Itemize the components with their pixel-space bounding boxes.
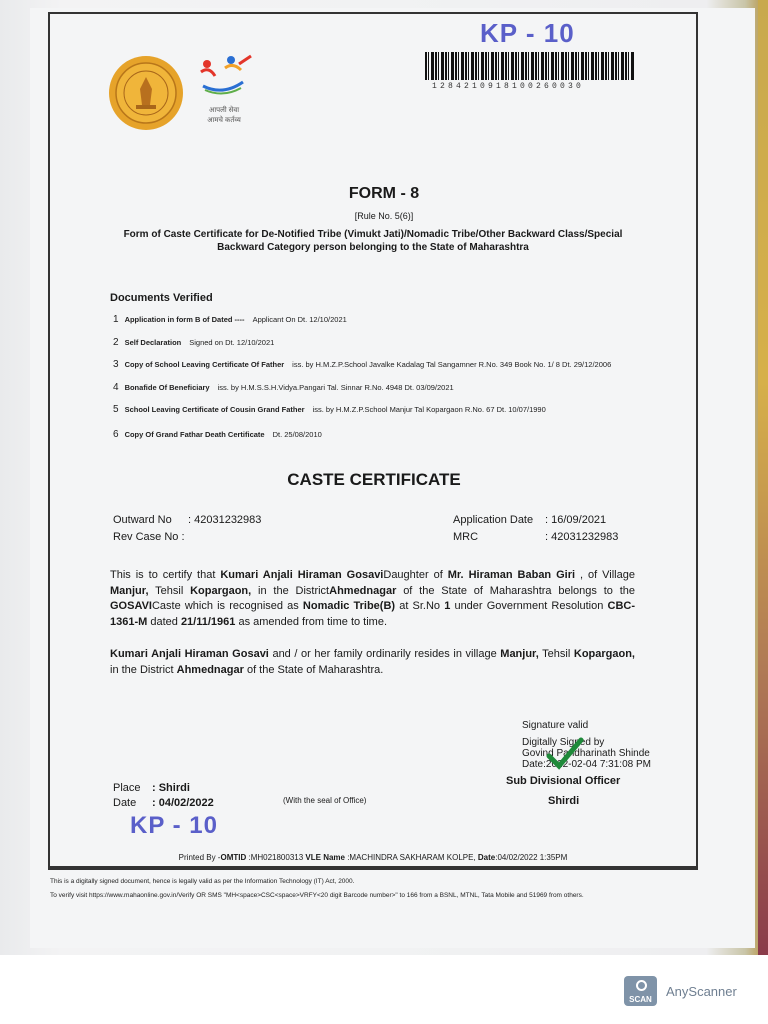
mrc-value: : 42031232983 <box>545 531 619 543</box>
legal-note: This is a digitally signed document, hence is legally valid as per the Information Technology (IT) Act, 2000. <box>50 878 355 885</box>
document-item: 4 Bonafide Of Beneficiary iss. by H.M.S.S.H.Vidya.Pangari Tal. Sinnar R.No. 4948 Dt. 03/09/2021 <box>113 382 454 393</box>
document-item: 2 Self Declaration Signed on Dt. 12/10/2021 <box>113 337 275 348</box>
form-rule: [Rule No. 5(6)] <box>354 211 414 221</box>
signature-line2: Govind Pandharinath Shinde <box>522 748 650 759</box>
svg-text:आमचे कर्तव्य: आमचे कर्तव्य <box>207 117 241 124</box>
kp-stamp-bottom: KP - 10 <box>130 812 218 839</box>
signature-valid: Signature valid <box>522 720 589 731</box>
seal-note: (With the seal of Office) <box>283 796 367 805</box>
document-item: 6 Copy Of Grand Fathar Death Certificate Dt. 25/08/2010 <box>113 429 322 440</box>
green-check-icon <box>545 736 585 770</box>
footer-rule <box>50 866 696 868</box>
form-subtitle: Form of Caste Certificate for De-Notified Tribe (Vimukt Jati)/Nomadic Tribe/Other Backward Class/Special Backward Category person belonging to the State of Maharashtra <box>123 229 623 253</box>
svg-text:आपली सेवा: आपली सेवा <box>208 107 240 114</box>
document-item: 1 Application in form B of Dated ---- Applicant On Dt. 12/10/2021 <box>113 314 347 325</box>
barcode <box>425 52 635 80</box>
printed-by-line: Printed By -OMTID :MH021800313 VLE Name :MACHINDRA SAKHARAM KOLPE, Date:04/02/2022 1:35PM <box>178 853 568 862</box>
certificate-paragraph: This is to certify that Kumari Anjali Hiraman GosaviDaughter of Mr. Hiraman Baban Giri , of Village Manjur, Tehsil Kopargaon, in the DistrictAhmednagar of the State of Maharashtra belongs to the GOSAVICaste which is recognised as Nomadic Tribe(B) at Sr.No 1 under Government Resolution CBC-1361-M dated 21/11/1961 as amended from time to time. <box>110 569 636 628</box>
scanner-logo-icon: SCAN <box>624 976 657 1006</box>
form-title: FORM - 8 <box>348 185 420 202</box>
residence-paragraph: Kumari Anjali Hiraman Gosavi and / or her family ordinarily resides in village Manjur, Tehsil Kopargaon, in the District Ahmednagar of the State of Maharashtra. <box>110 648 635 676</box>
application-date-label: Application Date <box>453 514 534 526</box>
application-date-value: : 16/09/2021 <box>545 514 607 526</box>
signature-line1: Digitally Signed by <box>522 737 605 748</box>
signature-line3: Date:2022-02-04 7:31:08 PM <box>522 759 651 770</box>
documents-heading: Documents Verified <box>110 292 213 304</box>
document-item: 3 Copy of School Leaving Certificate Of Father iss. by H.M.Z.P.School Javalke Kadalag Tal Sangamner R.No. 349 Book No. 1/ 8 Dt. 29/12/2006 <box>113 359 612 370</box>
outward-no-value: : 42031232983 <box>188 514 262 526</box>
document-item: 5 School Leaving Certificate of Cousin Grand Father iss. by H.M.Z.P.School Manjur Tal Kopargaon R.No. 67 Dt. 10/07/1990 <box>113 404 546 415</box>
verify-note: To verify visit https://www.mahaonline.gov.in/Verify OR SMS "MH<space>CSC<space>VRFY<20 digit Barcode number>" to 166 from a BSNL, MTNL, Tata Mobile and 51969 from others. <box>50 892 584 899</box>
kp-stamp-top: KP - 10 <box>480 18 575 48</box>
aapli-seva-logo-icon <box>193 52 255 132</box>
officer-title: Sub Divisional Officer <box>506 775 621 787</box>
rev-case-no-label: Rev Case No : <box>113 531 185 543</box>
background-edge <box>758 0 768 955</box>
officer-place: Shirdi <box>548 795 580 807</box>
scanner-app-name: AnyScanner <box>666 983 737 999</box>
mrc-label: MRC <box>453 531 479 543</box>
certificate-title: CASTE CERTIFICATE <box>287 470 461 489</box>
barcode-number: 1284210918100260030 <box>432 82 585 91</box>
government-emblem-icon <box>108 55 184 131</box>
date-label: Date <box>113 797 137 809</box>
date-value: : 04/02/2022 <box>152 797 214 809</box>
anyscanner-watermark <box>624 976 737 1006</box>
place-value: : Shirdi <box>152 782 190 794</box>
place-label: Place <box>113 782 141 794</box>
outward-no-label: Outward No <box>113 514 172 526</box>
